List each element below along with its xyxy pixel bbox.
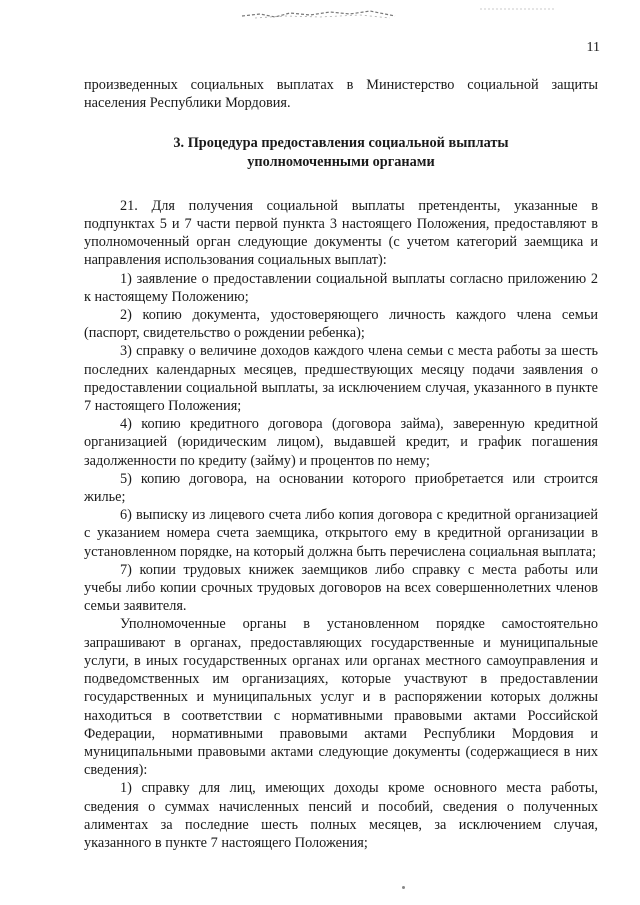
section-heading-line-1: 3. Процедура предоставления социальной выплаты — [173, 135, 509, 152]
requested-item-1: 1) справку для лиц, имеющих доходы кроме основного места работы, сведения о суммах начисленных пенсий и пособий, сведения о полученных алиментах за последние шесть полных месяцев, за исключением случая, указанного в пункте 7 настоящего Положения; — [84, 780, 598, 851]
section-heading-line-2: уполномоченными органами — [247, 153, 435, 170]
list-item-5: 5) копию договора, на основании которого приобретается или строится жилье; — [84, 470, 598, 506]
section-heading — [84, 134, 598, 170]
document-body — [84, 76, 598, 852]
list-item-6: 6) выписку из лицевого счета либо копия договора с кредитной организацией с указанием номера счета заемщика, открытого ему в кредитной организации в установленном порядке, на который должна быть перечислена социальная выплата; — [84, 507, 598, 560]
scan-dot — [402, 886, 405, 889]
page-number: 11 — [586, 40, 600, 55]
list-item-3: 3) справку о величине доходов каждого члена семьи с места работы за шесть последних календарных месяцев, предшествующих месяцу подачи заявления о предоставлении социальной выплаты, за исключением случая, указанного в пункте 7 настоящего Положения; — [84, 343, 598, 415]
scan-artifact-right — [478, 6, 558, 12]
paragraph-21: 21. Для получения социальной выплаты претенденты, указанные в подпунктах 5 и 7 части первой пункта 3 настоящего Положения, предоставляют в уполномоченный орган следующие документы (с учетом категорий заемщика и направления использования социальных выплат): — [84, 197, 598, 269]
list-item-4: 4) копию кредитного договора (договора займа), заверенную кредитной организацией (юридическим лицом), выдавшей кредит, и график погашения задолженности по кредиту (займу) и процентов по нему; — [84, 416, 598, 469]
scan-artifact — [240, 8, 400, 20]
intro-paragraph: произведенных социальных выплатах в Министерство социальной защиты населения Республики Мордовия. — [84, 77, 598, 112]
list-item-7: 7) копии трудовых книжек заемщиков либо справку с места работы или учебы либо копии срочных трудовых договоров на всех совершеннолетних членов семьи заявителя. — [84, 561, 598, 615]
list-item-2: 2) копию документа, удостоверяющего личность каждого члена семьи (паспорт, свидетельство о рождении ребенка); — [84, 307, 598, 342]
authorized-bodies-paragraph: Уполномоченные органы в установленном порядке самостоятельно запрашивают в органах, предоставляющих государственные и муниципальные услуги, в иных государственных органах или органах местного самоуправления и подведомственных им организациях, которые участвуют в предоставлении государственных и муниципальных услуг и в распоряжении которых должны находиться в соответствии с нормативными правовыми актами Российской Федерации, нормативными правовыми актами Республики Мордовия и муниципальными правовыми актами следующие документы (содержащиеся в них сведения): — [84, 616, 598, 779]
list-item-1: 1) заявление о предоставлении социальной выплаты согласно приложению 2 к настоящему Положению; — [84, 270, 598, 305]
